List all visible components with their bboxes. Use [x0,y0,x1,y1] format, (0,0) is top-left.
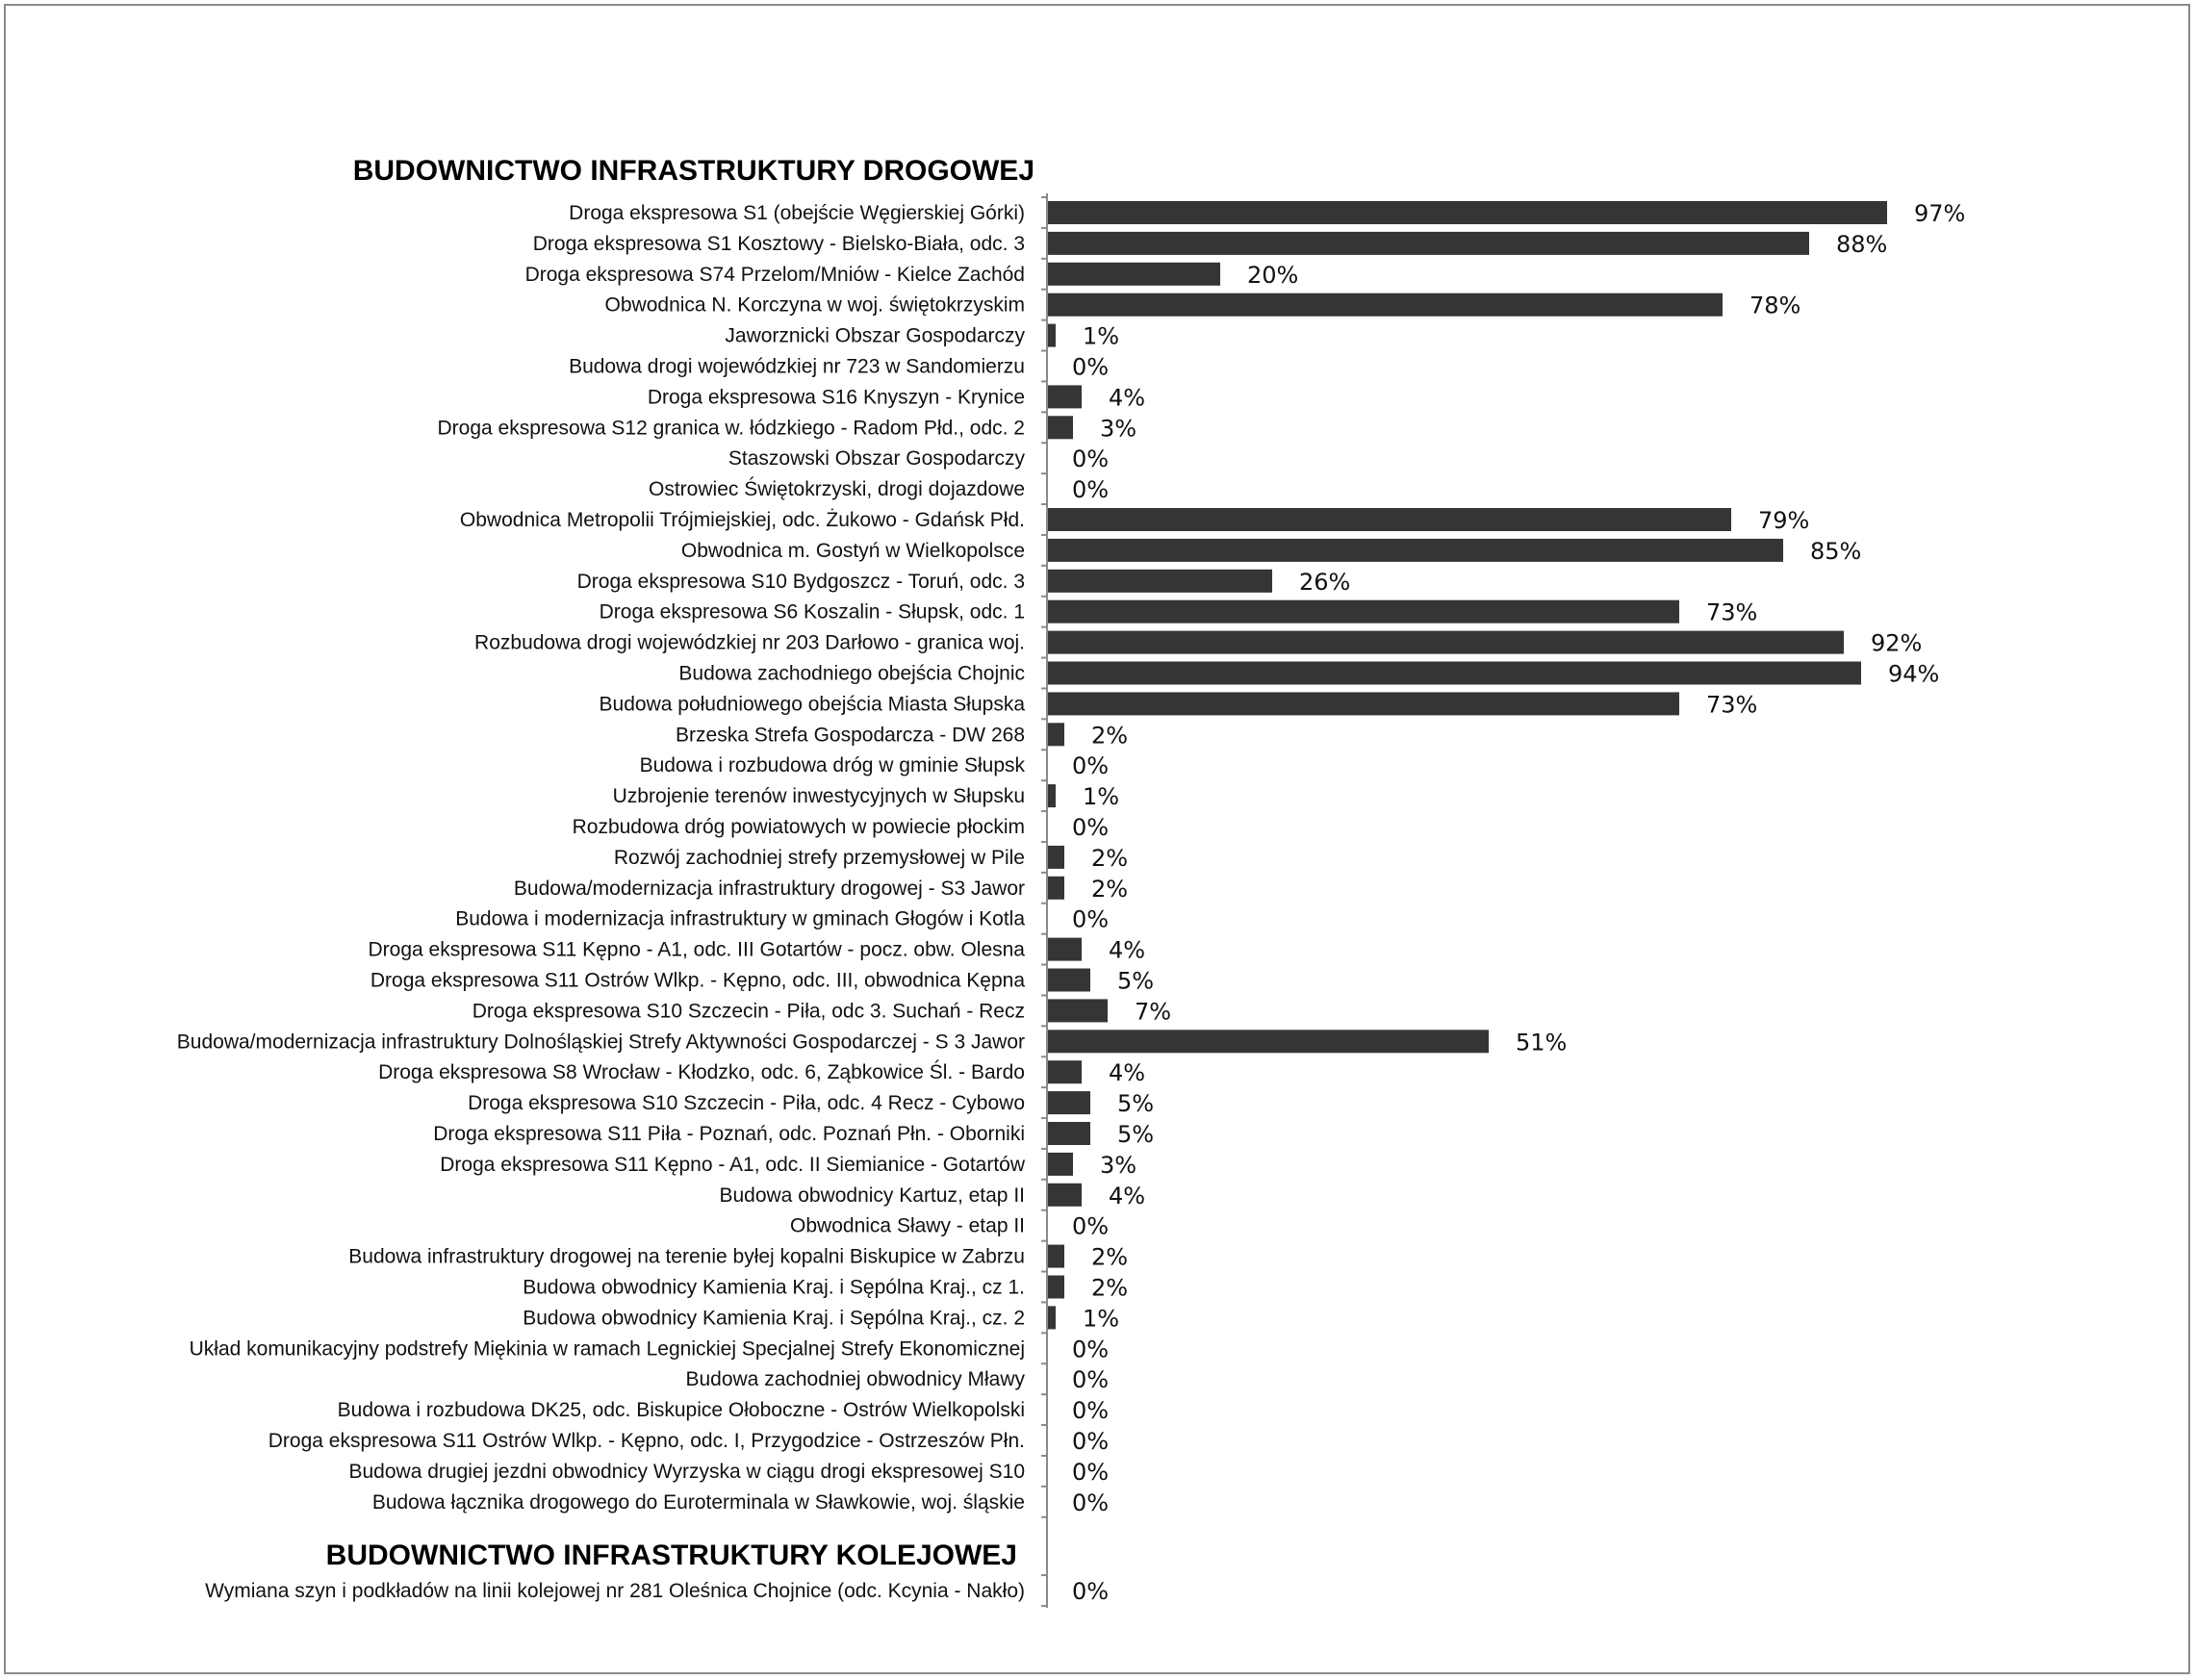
data-label: 0% [1072,1428,1110,1455]
data-label: 4% [1109,384,1146,412]
data-label: 73% [1706,691,1758,719]
category-label: Droga ekspresowa S10 Bydgoszcz - Toruń, odc. 3 [576,570,1025,593]
category-label: Droga ekspresowa S10 Szczecin - Piła, odc. 4 Recz - Cybowo [468,1092,1025,1115]
category-label: Obwodnica m. Gostyń w Wielkopolsce [680,539,1025,562]
data-label: 2% [1091,1243,1129,1271]
category-label: Budowa i rozbudowa dróg w gminie Słupsk [639,754,1025,777]
data-label: 0% [1072,1336,1110,1363]
category-label: Droga ekspresowa S11 Kępno - A1, odc. II Siemianice - Gotartów [440,1153,1025,1176]
data-label: 94% [1888,660,1940,688]
bar [1047,324,1056,347]
data-label: 0% [1072,1578,1110,1605]
category-label: Budowa/modernizacja infrastruktury Dolnośląskiej Strefy Aktywności Gospodarczej - S 3 Jawor [176,1031,1025,1054]
data-label: 2% [1091,844,1129,872]
data-label: 5% [1117,1121,1155,1148]
bar [1047,232,1809,255]
category-label: Droga ekspresowa S6 Koszalin - Słupsk, odc. 1 [599,600,1025,624]
data-label: 5% [1117,967,1155,995]
category-label: Droga ekspresowa S11 Piła - Poznań, odc. Poznań Płn. - Oborniki [433,1123,1025,1145]
category-label: Obwodnica Sławy - etap II [790,1214,1025,1237]
data-label: 0% [1072,814,1110,841]
data-label: 0% [1072,353,1110,381]
category-label: Obwodnica N. Korczyna w woj. świętokrzyskim [604,293,1025,317]
data-label: 85% [1810,537,1862,565]
data-label: 0% [1072,1489,1110,1516]
bar [1047,784,1056,807]
category-label: Budowa i modernizacja infrastruktury w gminach Głogów i Kotla [455,907,1025,930]
bar [1047,600,1679,624]
category-label: Ostrowiec Świętokrzyski, drogi dojazdowe [649,478,1025,501]
bar [1047,662,1861,685]
data-label: 79% [1758,507,1810,534]
category-label: Budowa i rozbudowa DK25, odc. Biskupice Ołoboczne - Ostrów Wielkopolski [337,1399,1025,1422]
bar [1047,877,1064,900]
category-label: Droga ekspresowa S1 (obejście Węgierskiej Górki) [569,202,1025,224]
bar [1047,1091,1090,1114]
category-label: Budowa obwodnicy Kamienia Kraj. i Sępólna Kraj., cz. 2 [523,1307,1025,1330]
data-label: 78% [1749,292,1801,319]
bar [1047,201,1887,224]
bar [1047,969,1090,992]
data-label: 1% [1083,1305,1120,1333]
category-label: Droga ekspresowa S74 Przelom/Mniów - Kielce Zachód [524,263,1025,286]
category-label: Budowa łącznika drogowego do Euroterminala w Sławkowie, woj. śląskie [371,1490,1025,1514]
bar [1047,416,1073,439]
category-label: Układ komunikacyjny podstrefy Miękinia w ramach Legnickiej Specjalnej Strefy Ekonomicznej [189,1337,1025,1361]
data-label: 5% [1117,1090,1155,1118]
category-label: Droga ekspresowa S11 Ostrów Wlkp. - Kępno, odc. I, Przygodzice - Ostrzeszów Płn. [268,1430,1025,1452]
category-label: Budowa/modernizacja infrastruktury drogowej - S3 Jawor [513,877,1025,900]
data-label: 0% [1072,752,1110,780]
bar [1047,1245,1064,1268]
data-label: 2% [1091,875,1129,903]
category-label: Droga ekspresowa S10 Szczecin - Piła, odc 3. Suchań - Recz [472,1000,1025,1023]
category-label: Uzbrojenie terenów inwestycyjnych w Słupsku [612,785,1025,808]
category-label: Budowa obwodnicy Kartuz, etap II [719,1184,1025,1207]
bar [1047,999,1108,1022]
category-label: Droga ekspresowa S16 Knyszyn - Krynice [647,386,1025,409]
category-label: Rozwój zachodniej strefy przemysłowej w Pile [613,846,1025,869]
bar [1047,1060,1082,1083]
category-label: Budowa drogi wojewódzkiej nr 723 w Sandomierzu [569,355,1025,378]
bar [1047,846,1064,869]
category-label: Wymiana szyn i podkładów na linii kolejowej nr 281 Oleśnica Chojnice (odc. Kcynia - Nakło) [205,1580,1025,1602]
bar [1047,938,1082,961]
bar [1047,1153,1073,1176]
data-label: 3% [1100,415,1137,443]
category-label: Droga ekspresowa S11 Kępno - A1, odc. III Gotartów - pocz. obw. Olesna [368,938,1025,961]
data-label: 88% [1836,230,1888,258]
data-label: 2% [1091,1274,1129,1302]
bar [1047,1122,1090,1145]
data-label: 20% [1247,261,1299,289]
category-label: Budowa drugiej jezdni obwodnicy Wyrzyska w ciągu drogi ekspresowej S10 [348,1460,1025,1483]
category-label: Obwodnica Metropolii Trójmiejskiej, odc. Żukowo - Gdańsk Płd. [459,509,1025,531]
category-label: Budowa infrastruktury drogowej na terenie byłej kopalni Biskupice w Zabrzu [348,1245,1025,1268]
category-label: Budowa obwodnicy Kamienia Kraj. i Sępólna Kraj., cz 1. [523,1276,1025,1299]
data-label: 0% [1072,1212,1110,1240]
category-label: Budowa południowego obejścia Miasta Słupska [599,693,1025,716]
data-label: 0% [1072,1458,1110,1486]
category-label: Budowa zachodniego obejścia Chojnic [678,662,1025,685]
category-label: Droga ekspresowa S1 Kosztowy - Bielsko-Biała, odc. 3 [532,232,1025,255]
category-label: Droga ekspresowa S12 granica w. łódzkiego - Radom Płd., odc. 2 [437,417,1025,440]
data-label: 92% [1871,629,1923,657]
data-label: 26% [1299,568,1351,596]
bar [1047,385,1082,408]
bar [1047,1184,1082,1207]
data-label: 1% [1083,322,1120,350]
data-label: 2% [1091,722,1129,750]
bar [1047,1306,1056,1329]
bar [1047,1030,1489,1053]
data-label: 51% [1516,1029,1568,1056]
data-label: 1% [1083,783,1120,811]
data-label: 4% [1109,936,1146,964]
category-label: Droga ekspresowa S8 Wrocław - Kłodzko, odc. 6, Ząbkowice Śl. - Bardo [378,1061,1025,1084]
group-title: BUDOWNICTWO INFRASTRUKTURY KOLEJOWEJ [325,1540,1017,1571]
bar [1047,692,1679,715]
bar [1047,631,1844,654]
bar [1047,508,1731,531]
bar [1047,293,1723,317]
category-label: Staszowski Obszar Gospodarczy [728,447,1025,471]
category-label: Brzeska Strefa Gospodarcza - DW 268 [676,724,1025,747]
bar [1047,570,1272,593]
data-label: 0% [1072,905,1110,933]
data-label: 0% [1072,1397,1110,1425]
data-label: 0% [1072,445,1110,473]
bar [1047,263,1220,286]
data-label: 7% [1135,998,1172,1026]
data-label: 3% [1100,1151,1137,1179]
data-label: 4% [1109,1182,1146,1209]
category-label: Jaworznicki Obszar Gospodarczy [725,324,1025,347]
data-label: 73% [1706,598,1758,626]
data-label: 0% [1072,476,1110,504]
bar [1047,1276,1064,1299]
category-label: Rozbudowa dróg powiatowych w powiecie płockim [572,816,1025,838]
data-label: 4% [1109,1059,1146,1087]
group-title: BUDOWNICTWO INFRASTRUKTURY DROGOWEJ [352,155,1034,187]
category-label: Rozbudowa drogi wojewódzkiej nr 203 Darłowo - granica woj. [474,631,1025,654]
data-label: 97% [1914,200,1966,227]
data-label: 0% [1072,1366,1110,1394]
bar [1047,723,1064,746]
bar [1047,539,1783,562]
category-label: Budowa zachodniej obwodnicy Mławy [685,1368,1025,1391]
category-label: Droga ekspresowa S11 Ostrów Wlkp. - Kępno, odc. III, obwodnica Kępna [370,969,1025,992]
